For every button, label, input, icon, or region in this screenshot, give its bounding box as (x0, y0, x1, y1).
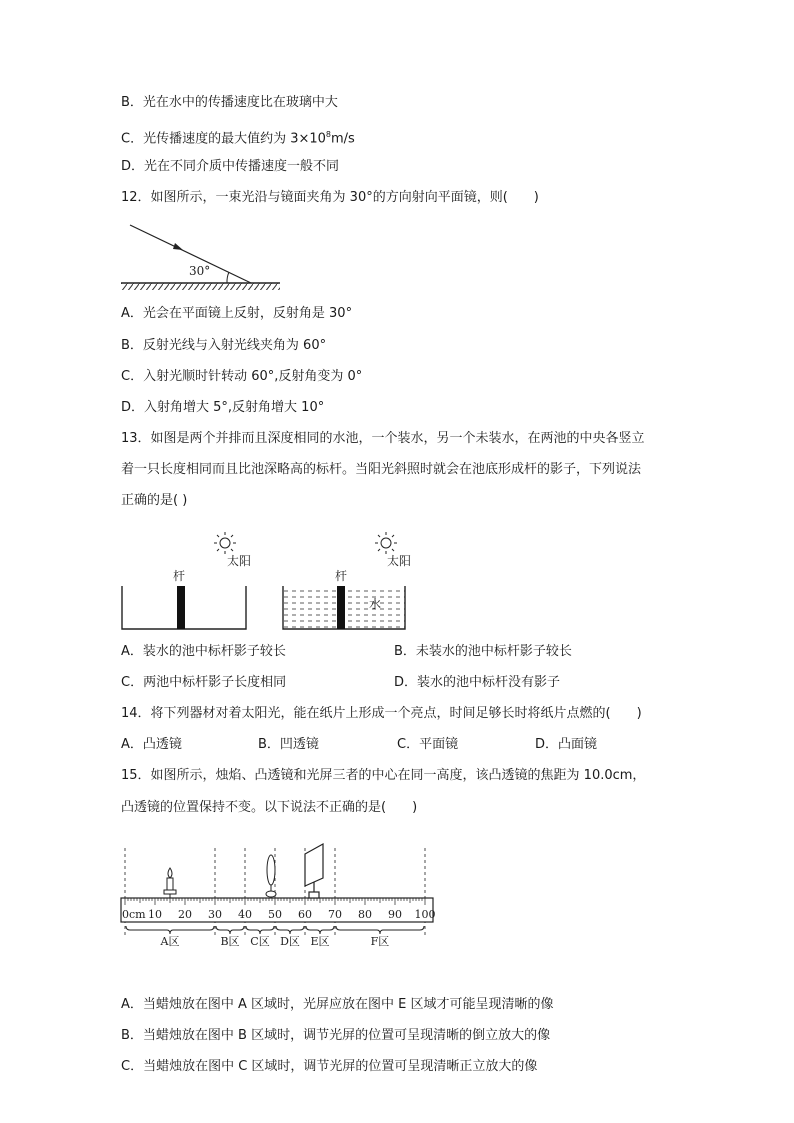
ruler-tick-label: 20 (178, 908, 192, 921)
q14-option-a: A．凸透镜 (121, 737, 182, 752)
screen-icon (305, 844, 323, 898)
ruler-tick-label: 90 (388, 908, 402, 921)
q13-option-a: A．装水的池中标杆影子较长 (121, 644, 286, 659)
q11-option-d: D．光在不同介质中传播速度一般不同 (121, 159, 340, 174)
q13-pools-figure (115, 528, 415, 638)
q15-option-c: C．当蜡烛放在图中 C 区域时，调节光屏的位置可呈现清晰正立放大的像 (121, 1059, 538, 1074)
zone-label: D区 (280, 935, 300, 948)
q11-option-b: B．光在水中的传播速度比在玻璃中大 (121, 95, 338, 110)
ruler-tick-label: 10 (148, 908, 162, 921)
ruler-tick-label: 100 (414, 908, 436, 921)
angle-arc (227, 272, 229, 283)
zone-label: A区 (160, 935, 180, 948)
q12-option-a: A．光会在平面镜上反射，反射角是 30° (121, 306, 353, 321)
zone-brace (246, 926, 274, 934)
q12-option-d: D．入射角增大 5°,反射角增大 10° (121, 400, 325, 415)
zone-brace (276, 926, 304, 934)
q12-mirror-figure (115, 212, 285, 294)
zone-label: F区 (370, 935, 390, 948)
empty-pool-pole-label: 杆 (173, 569, 186, 583)
q13-stem-line2: 着一只长度相同而且比池深略高的标杆。当阳光斜照时就会在池底形成杆的影子，下列说法 (121, 462, 642, 477)
ruler-tick-label: 0cm (122, 908, 146, 921)
ruler-tick-label: 30 (208, 908, 222, 921)
lens-icon (266, 855, 276, 898)
q11-option-c-unit: m/s (331, 131, 355, 147)
q12-option-b: B．反射光线与入射光线夹角为 60° (121, 338, 327, 353)
q11-option-c-text: C．光传播速度的最大值约为 3×10 (121, 131, 326, 147)
water-pool-pole (337, 586, 345, 629)
ruler-tick-label: 40 (238, 908, 252, 921)
zone-brace (216, 926, 244, 934)
water-pool-pole-label: 杆 (335, 569, 348, 583)
q13-option-d: D．装水的池中标杆没有影子 (394, 675, 561, 690)
q14-option-d: D．凸面镜 (535, 737, 598, 752)
q12-stem: 12．如图所示，一束光沿与镜面夹角为 30°的方向射向平面镜，则( ) (121, 190, 539, 205)
q11-option-c-exponent: 8 (325, 130, 332, 139)
candle-icon (164, 868, 176, 898)
mirror-hatching (121, 283, 280, 290)
zone-brace (306, 926, 334, 934)
q14-option-c: C．平面镜 (397, 737, 459, 752)
sun-label-right: 太阳 (387, 554, 412, 568)
q14-option-b: B．凹透镜 (258, 737, 319, 752)
zone-brace (336, 926, 424, 934)
q14-stem: 14．将下列器材对着太阳光，能在纸片上形成一个亮点，时间足够长时将纸片点燃的( ) (121, 706, 642, 721)
sun-icon (375, 532, 397, 554)
q12-option-c: C．入射光顺时针转动 60°,反射角变为 0° (121, 369, 363, 384)
q15-stem-line1: 15．如图所示，烛焰、凸透镜和光屏三者的中心在同一高度，该凸透镜的焦距为 10.0cm， (121, 768, 646, 783)
zone-brace (126, 926, 214, 934)
ruler-tick-label: 80 (358, 908, 372, 921)
water-label: 水 (369, 597, 382, 611)
q11-option-c (121, 127, 355, 147)
q15-option-b: B．当蜡烛放在图中 B 区域时，调节光屏的位置可呈现清晰的倒立放大的像 (121, 1028, 551, 1043)
q13-stem-line1: 13．如图是两个并排而且深度相同的水池，一个装水，另一个未装水，在两池的中央各竖立 (121, 431, 645, 446)
zone-label: B区 (220, 935, 240, 948)
q13-stem-line3: 正确的是( ) (121, 493, 188, 508)
ruler-tick-label: 60 (298, 908, 312, 921)
ray-arrow-icon (173, 243, 183, 250)
ruler-tick-label: 70 (328, 908, 342, 921)
angle-label: 30° (189, 264, 211, 278)
q15-stem-line2: 凸透镜的位置保持不变。以下说法不正确的是( ) (121, 800, 418, 815)
q13-option-b: B．未装水的池中标杆影子较长 (394, 644, 572, 659)
q15-option-a: A．当蜡烛放在图中 A 区域时，光屏应放在图中 E 区域才可能呈现清晰的像 (121, 997, 554, 1012)
empty-pool-pole (177, 586, 185, 629)
zone-label: C区 (250, 935, 270, 948)
zone-label: E区 (310, 935, 330, 948)
q13-option-c: C．两池中标杆影子长度相同 (121, 675, 287, 690)
sun-label-left: 太阳 (227, 554, 252, 568)
q15-optical-bench-figure (115, 840, 445, 952)
sun-icon (214, 532, 236, 554)
ruler-tick-label: 50 (268, 908, 282, 921)
